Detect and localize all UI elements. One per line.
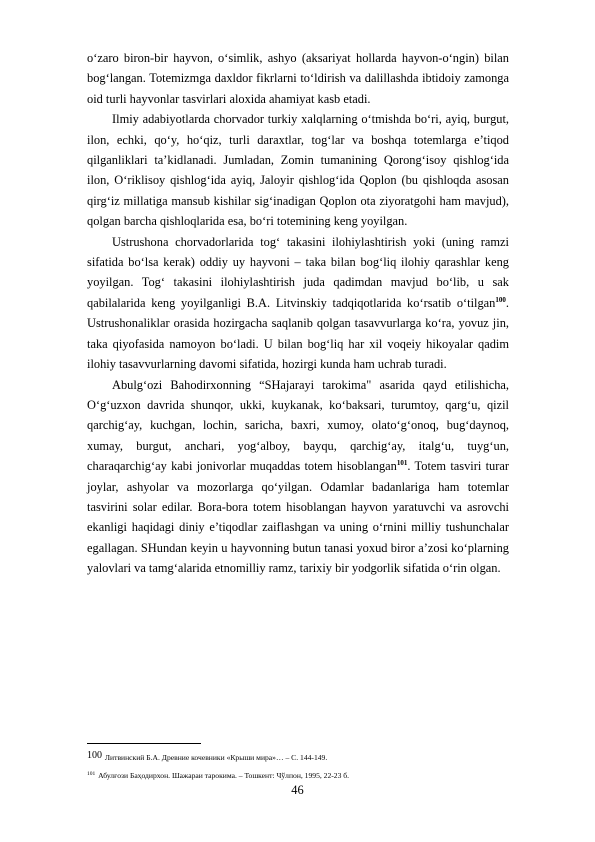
paragraph-2 <box>87 109 509 231</box>
paragraph-3-text-after: . Ustrushonaliklar orasida hozirgacha saqlanib qolgan tasavvurlarga ko‘ra, yovuz jin, taka qiyofasida namoyon bo‘ladi. U bilan bog‘liq har xil voqeiy hikoyalar qadim ilohiy tasavvurlarning davomi sifatida, hozirgi kunda ham uchrab turadi. <box>87 295 509 372</box>
footnote-100 <box>87 751 509 763</box>
footnote-separator <box>87 743 201 744</box>
footnote-text: Литвинский Б.А. Древние кочевники «Крыши мира»… – С. 144-149. <box>104 753 328 762</box>
paragraph-4-text: Abulg‘ozi Bahodirxonning “SHajarayi tarokima" asarida qayd etilishicha, O‘g‘uzxon davrida shunqor, ukki, kuykanak, ko‘baksari, turumtoy, qarg‘u, qizil qarchig‘ay, kuchgan, lochin, saricha, baxri, xumoy, olato‘g‘onoq, bug‘daynoq, xumay, burgut, anchari, yog‘alboy, bayqu, qarchig‘ay, italg‘u, tuyg‘un, charaqarchig‘ay kabi jonivorlar muqaddas totem hisoblangan <box>87 377 509 474</box>
footnote-101 <box>87 769 509 781</box>
footnote-ref-100[interactable]: 100 <box>495 295 506 304</box>
paragraph-4 <box>87 375 509 579</box>
paragraph-1-text: o‘zaro biron-bir hayvon, o‘simlik, ashyo (aksariyat hollarda hayvon-o‘ngin) bilan bog‘langan. Totemizmga daxldor fikrlarni to‘ldirish va dalillashda ibtidoiy zamonga oid turli hayvonlar tasvirlari aloxida ahamiyat kasb etadi. <box>87 51 509 106</box>
paragraph-1 <box>87 48 509 109</box>
paragraph-4-text-after: . Totem tasviri turar joylar, ashyolar va mozorlarga qo‘yilgan. Odamlar badanlariga ham totemlar tasvirini solar edilar. Bora-bora totem hisoblangan hayvon yaratuvchi va asrovchi ekanligi haqidagi diniy e’tiqodlar zaiflashgan va uning o‘rnini milliy tushunchalar egallagan. SHundan keyin u hayvonning butun tanasi yoxud biror a’zosi ko‘plarning yalovlari va tamg‘alarida etnomilliy ramz, tarixiy bir yodgorlik sifatida o‘rin olgan. <box>87 459 509 576</box>
page-number: 46 <box>291 783 304 797</box>
footnote-ref-101[interactable]: 101 <box>396 459 408 467</box>
footnote-number: 100 <box>87 750 102 761</box>
body-text <box>87 48 509 579</box>
paragraph-2-text: Ilmiy adabiyotlarda chorvador turkiy xalqlarning o‘tmishda bo‘ri, ayiq, burgut, ilon, echki, qo‘y, ho‘qiz, turli daraxtlar, tog‘lar va boshqa totemlarga e’tiqod qilganliklari ta’kidlanadi. Jumladan, Zomin tumanining Qorong‘isoy qishlog‘ida ilon, O‘riklisoy qishlog‘ida ayiq, Jaloyir qishlog‘ida Qoplon (bu qishloqda asosan qirg‘iz millatiga mansub kishilar sig‘inadigan Qoplon ota ziyoratgohi ham mavjud), qolgan barcha qishloqlarida esa, bo‘ri totemining keng yoyilgan. <box>87 112 509 229</box>
paragraph-3 <box>87 232 509 375</box>
footnote-text: Абулғози Баҳодирхон. Шажараи тарокима. – Тошкент: Чўлпон, 1995, 22-23 б. <box>98 771 350 780</box>
paragraph-3-text: Ustrushona chorvadorlarida tog‘ takasini ilohiylashtirish yoki (uning ramzi sifatida bo‘lsa kerak) oddiy uy hayvoni – taka bilan bog‘liq ilohiy qarashlar keng yoyilgan. Tog‘ takasini ilohiylashtirish juda qadimdan mavjud bo‘lib, u sak qabilalarida keng yoyilganligi B.A. Litvinskiy tadqiqotlarida ko‘rsatib o‘tilgan <box>87 234 509 310</box>
footnote-number: 101 <box>87 771 96 777</box>
